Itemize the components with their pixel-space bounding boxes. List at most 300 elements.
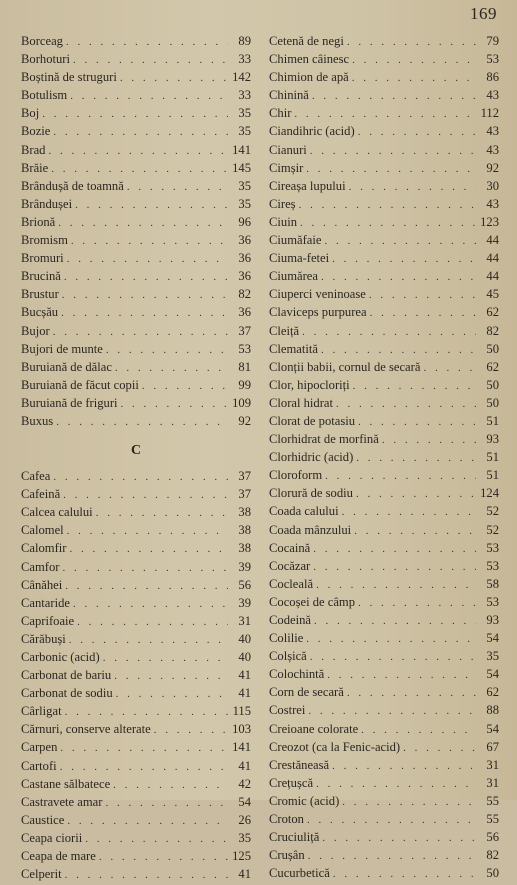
index-page-ref: 124 [480, 486, 499, 501]
index-page-ref: 38 [238, 523, 251, 538]
dot-leader [113, 779, 228, 791]
index-term: Carbonat de bariu [21, 668, 112, 683]
index-page-ref: 44 [486, 251, 499, 266]
dot-leader [312, 90, 476, 102]
dot-leader [53, 326, 228, 338]
dot-leader [332, 253, 476, 265]
dot-leader [347, 36, 476, 48]
index-page-ref: 35 [486, 649, 499, 664]
index-entry [269, 342, 499, 360]
dot-leader [306, 633, 476, 645]
index-term: Buruiană de dălac [21, 359, 112, 374]
index-page-ref: 41 [238, 867, 251, 882]
dot-leader [342, 796, 476, 808]
dot-leader [58, 217, 228, 229]
index-term: Brionă [21, 214, 56, 229]
dot-leader [127, 181, 228, 193]
index-entry [269, 450, 499, 468]
dot-leader [121, 398, 228, 410]
index-page-ref: 55 [486, 793, 499, 808]
index-term: Carbonic (acid) [21, 650, 100, 664]
index-term: Cantaride [21, 595, 70, 610]
index-page-ref: 96 [238, 214, 251, 229]
index-term: Crușân [269, 848, 305, 863]
index-page-ref: 50 [486, 377, 499, 392]
index-page-ref: 62 [486, 685, 499, 700]
index-page-ref: 92 [486, 160, 499, 175]
index-entry [21, 161, 251, 179]
dot-leader [154, 724, 228, 736]
dot-leader [67, 253, 228, 265]
index-entry [269, 324, 499, 342]
index-term: Bucșău [21, 305, 59, 320]
dot-leader [60, 761, 228, 773]
index-entry [269, 794, 499, 812]
index-term: Cianuri [269, 142, 307, 157]
index-page-ref: 39 [238, 559, 251, 574]
index-page-ref: 82 [486, 323, 499, 338]
index-entry [269, 631, 499, 649]
index-term: Buruiană de făcut copii [21, 377, 139, 392]
index-term: Clorhidrat de morfină [269, 432, 379, 447]
index-page-ref: 35 [238, 106, 251, 121]
index-entry [269, 414, 499, 432]
dot-leader [69, 634, 228, 646]
index-group-c [21, 469, 251, 885]
index-entry [269, 486, 499, 504]
index-page-ref: 31 [238, 613, 251, 628]
index-entry [21, 233, 251, 251]
index-page-ref: 109 [232, 395, 251, 410]
dot-leader [62, 289, 228, 301]
dot-leader [70, 90, 228, 102]
dot-leader [42, 108, 228, 120]
dot-leader [65, 706, 228, 718]
index-term: Ceapa de mare [21, 849, 96, 864]
index-entry [21, 251, 251, 269]
index-entry [21, 560, 251, 578]
index-entry [269, 360, 499, 378]
index-term: Brucină [21, 269, 61, 284]
index-page-ref: 79 [486, 34, 499, 48]
dot-leader [73, 54, 228, 66]
index-page-ref: 53 [238, 341, 251, 356]
index-term: Clonții babii, cornul de secară [269, 359, 421, 374]
index-entry [21, 215, 251, 233]
index-page-ref: 52 [486, 522, 499, 537]
index-term: Borhoturi [21, 52, 70, 67]
index-entry [269, 812, 499, 830]
dot-leader [65, 580, 228, 592]
index-term: Botulism [21, 88, 68, 103]
index-term: Brăie [21, 160, 49, 175]
index-term: Croton [269, 812, 304, 827]
index-entry [269, 70, 499, 88]
index-page-ref: 93 [486, 613, 499, 627]
dot-leader [71, 235, 228, 247]
index-page-ref: 36 [238, 251, 251, 266]
index-entry [269, 595, 499, 613]
dot-leader [308, 705, 476, 717]
dot-leader [313, 543, 476, 555]
index-entry [269, 758, 499, 776]
index-page-ref: 53 [486, 594, 499, 609]
index-entry [21, 487, 251, 505]
dot-leader [316, 579, 476, 591]
index-term: Ceapa ciorii [21, 830, 83, 845]
dot-leader [66, 36, 228, 48]
index-page-ref: 86 [486, 70, 499, 85]
index-entry [21, 668, 251, 686]
dot-leader [356, 488, 476, 500]
dot-leader [358, 126, 476, 138]
dot-leader [75, 199, 228, 211]
index-term: Clematită [269, 341, 318, 356]
index-term: Codeină [269, 613, 311, 627]
index-term: Cucurbetică [269, 866, 330, 881]
index-term: Calcea calului [21, 505, 93, 520]
index-page-ref: 89 [238, 34, 251, 48]
index-term: Caprifoaie [21, 613, 75, 628]
index-entry [269, 88, 499, 106]
index-page-ref: 44 [486, 233, 499, 248]
dot-leader [116, 688, 228, 700]
index-entry [21, 614, 251, 632]
index-page-ref: 37 [238, 469, 251, 484]
index-entry [21, 795, 251, 813]
index-entry [21, 813, 251, 831]
dot-leader [403, 742, 476, 754]
index-entry [269, 34, 499, 52]
index-entry [21, 342, 251, 360]
index-entry [21, 179, 251, 197]
dot-leader [321, 344, 476, 356]
dot-leader [67, 815, 228, 827]
index-term: Crețușcă [269, 775, 314, 790]
index-page-ref: 56 [486, 830, 499, 845]
index-page-ref: 54 [486, 667, 499, 682]
index-page-ref: 51 [486, 450, 499, 465]
index-term: Cireașa lupului [269, 178, 346, 193]
index-page-ref: 99 [238, 377, 251, 392]
index-page-ref: 36 [238, 305, 251, 320]
dot-leader [299, 199, 476, 211]
index-term: Clorură de sodiu [269, 486, 353, 501]
index-entry [21, 505, 251, 523]
index-page-ref: 82 [238, 287, 251, 302]
index-entry [21, 396, 251, 414]
dot-leader [308, 850, 476, 862]
index-term: Ciumăfaie [269, 233, 322, 248]
dot-leader [369, 289, 476, 301]
index-term: Caustice [21, 812, 65, 827]
index-term: Chir [269, 106, 292, 121]
index-page-ref: 30 [486, 178, 499, 193]
index-entry [269, 504, 499, 522]
index-entry [21, 124, 251, 142]
dot-leader [67, 525, 228, 537]
dot-leader [56, 416, 228, 428]
index-term: Borceag [21, 34, 63, 48]
index-group-b [21, 34, 251, 432]
index-entry [21, 70, 251, 88]
dot-leader [314, 615, 476, 627]
index-page-ref: 35 [238, 178, 251, 193]
index-term: Cânăhei [21, 577, 63, 592]
index-entry [21, 469, 251, 487]
index-page-ref: 53 [486, 52, 499, 67]
dot-leader [48, 145, 228, 157]
dot-leader [300, 217, 476, 229]
index-entry [269, 559, 499, 577]
dot-leader [316, 778, 476, 790]
index-page-ref: 123 [480, 214, 499, 229]
index-term: Clorhidric (acid) [269, 450, 354, 465]
index-page-ref: 145 [232, 160, 251, 175]
index-page-ref: 93 [486, 432, 499, 447]
dot-leader [356, 452, 476, 464]
index-term: Clor, hipocloriți [269, 377, 350, 392]
dot-leader [294, 108, 476, 120]
index-page-ref: 125 [232, 849, 251, 864]
index-page-ref: 31 [486, 757, 499, 772]
index-term: Cloroform [269, 468, 323, 483]
index-entry [21, 378, 251, 396]
index-term: Castane sălbatece [21, 776, 111, 791]
index-term: Cârligat [21, 704, 62, 719]
dot-leader [332, 760, 476, 772]
index-page-ref: 40 [238, 631, 251, 646]
index-entry [21, 759, 251, 777]
index-entry [269, 577, 499, 595]
index-term: Cărnuri, conserve alterate [21, 722, 151, 737]
index-term: Carbonat de sodiu [21, 686, 113, 701]
index-entry [21, 197, 251, 215]
index-page-ref: 54 [486, 631, 499, 646]
index-entry [21, 305, 251, 323]
index-column-right [269, 34, 499, 884]
index-page-ref: 37 [238, 323, 251, 338]
dot-leader [310, 145, 476, 157]
dot-leader [64, 271, 228, 283]
index-page-ref: 62 [486, 305, 499, 320]
index-entry [269, 667, 499, 685]
index-term: Cimșir [269, 160, 304, 175]
index-term: Brad [21, 142, 46, 157]
dot-leader [105, 797, 228, 809]
index-entry [269, 776, 499, 794]
index-entry [21, 269, 251, 287]
index-entry [21, 34, 251, 52]
index-term: Calomfir [21, 541, 67, 556]
index-term: Cafeină [21, 487, 61, 502]
index-term: Buxus [21, 413, 54, 428]
index-page-ref: 141 [232, 142, 251, 157]
dot-leader [51, 163, 228, 175]
index-page-ref: 50 [486, 866, 499, 881]
index-page-ref: 112 [480, 106, 499, 121]
index-term: Celperit [21, 867, 62, 882]
index-term: Claviceps purpurea [269, 305, 367, 320]
index-term: Colșică [269, 649, 307, 664]
index-entry [21, 360, 251, 378]
dot-leader [114, 670, 228, 682]
index-term: Ciumărea [269, 269, 318, 284]
index-term: Cafea [21, 469, 51, 484]
index-term: Ciuma-fetei [269, 251, 330, 266]
index-term: Creozot (ca la Fenic-acid) [269, 739, 401, 754]
index-term: Bujor [21, 323, 50, 338]
index-page-ref: 36 [238, 233, 251, 248]
index-term: Chimion de apă [269, 70, 349, 85]
dot-leader [142, 380, 228, 392]
index-entry [269, 124, 499, 142]
dot-leader [325, 470, 476, 482]
index-entry [21, 831, 251, 849]
index-page-ref: 41 [238, 686, 251, 701]
index-entry [269, 197, 499, 215]
index-entry [21, 704, 251, 722]
index-entry [269, 541, 499, 559]
index-page-ref: 50 [486, 395, 499, 410]
index-term: Ciandihric (acid) [269, 124, 355, 139]
dot-leader [115, 362, 228, 374]
dot-leader [352, 72, 476, 84]
dot-leader [347, 687, 476, 699]
index-entry [21, 143, 251, 161]
dot-leader [321, 271, 476, 283]
index-entry [269, 848, 499, 866]
index-term: Bozie [21, 124, 51, 139]
index-term: Bujori de munte [21, 341, 103, 356]
index-term: Carpen [21, 740, 58, 755]
index-entry [269, 830, 499, 848]
index-entry [269, 269, 499, 287]
index-page-ref: 43 [486, 196, 499, 211]
index-entry [269, 396, 499, 414]
index-term: Cleiță [269, 323, 300, 338]
dot-leader [77, 616, 228, 628]
index-page-ref: 43 [486, 124, 499, 139]
index-term: Coada mânzului [269, 522, 352, 537]
dot-leader [310, 651, 476, 663]
index-page-ref: 67 [486, 739, 499, 754]
index-term: Clorat de potasiu [269, 413, 356, 428]
index-term: Corn de secară [269, 685, 344, 700]
index-page-ref: 142 [232, 70, 251, 85]
dot-leader [302, 326, 476, 338]
index-page-ref: 39 [238, 595, 251, 610]
dot-leader [85, 833, 228, 845]
index-page-ref: 42 [238, 776, 251, 791]
page-number: 169 [470, 4, 497, 23]
dot-leader [354, 525, 476, 537]
index-entry [269, 215, 499, 233]
dot-leader [423, 362, 476, 374]
index-entry [21, 740, 251, 758]
index-page-ref: 51 [486, 413, 499, 428]
index-group-right [269, 34, 499, 884]
index-term: Chimen câinesc [269, 52, 350, 67]
index-term: Chinină [269, 88, 309, 103]
index-entry [21, 849, 251, 867]
index-page-ref: 31 [486, 775, 499, 790]
dot-leader [61, 307, 228, 319]
index-entry [269, 685, 499, 703]
section-heading-c: C [130, 443, 142, 459]
index-page-ref: 35 [238, 830, 251, 845]
index-entry [269, 52, 499, 70]
dot-leader [382, 434, 476, 446]
dot-leader [333, 868, 476, 880]
index-term: Brustur [21, 287, 59, 302]
index-entry [269, 649, 499, 667]
index-page-ref: 51 [486, 468, 499, 483]
index-page-ref: 44 [486, 269, 499, 284]
index-page-ref: 54 [486, 721, 499, 736]
dot-leader [358, 597, 476, 609]
index-page-ref: 103 [232, 722, 251, 737]
index-page-ref: 88 [486, 703, 499, 718]
index-page-ref: 55 [486, 812, 499, 827]
index-entry [269, 703, 499, 721]
index-term: Cireș [269, 196, 296, 211]
index-entry [269, 866, 499, 884]
dot-leader [69, 543, 228, 555]
index-page-ref: 92 [238, 413, 251, 428]
index-entry [21, 596, 251, 614]
dot-leader [336, 398, 476, 410]
index-entry [269, 432, 499, 450]
index-entry [269, 287, 499, 305]
index-term: Bromism [21, 233, 68, 248]
index-term: Cloral hidrat [269, 395, 334, 410]
dot-leader [358, 416, 476, 428]
dot-leader [313, 561, 476, 573]
index-term: Cărăbuși [21, 631, 66, 646]
index-entry [21, 523, 251, 541]
dot-leader [73, 598, 228, 610]
index-page-ref: 37 [238, 487, 251, 502]
index-page-ref: 33 [238, 52, 251, 67]
dot-leader [322, 832, 476, 844]
dot-leader [353, 380, 476, 392]
index-term: Camfor [21, 559, 60, 574]
index-page-ref: 50 [486, 341, 499, 356]
dot-leader [65, 869, 228, 881]
index-term: Boj [21, 106, 40, 121]
dot-leader [327, 669, 476, 681]
index-page-ref: 35 [238, 196, 251, 211]
index-entry [21, 686, 251, 704]
index-entry [21, 777, 251, 795]
dot-leader [352, 54, 476, 66]
index-column-left [21, 34, 251, 885]
index-entry [21, 578, 251, 596]
index-entry [21, 52, 251, 70]
dot-leader [96, 507, 228, 519]
index-page-ref: 53 [486, 540, 499, 555]
dot-leader [62, 562, 228, 574]
index-page-ref: 40 [238, 650, 251, 664]
index-page-ref: 41 [238, 668, 251, 683]
index-entry [21, 106, 251, 124]
index-term: Cocleală [269, 576, 314, 591]
index-term: Ciuperci veninoase [269, 287, 366, 302]
index-entry [21, 324, 251, 342]
index-page-ref: 58 [486, 576, 499, 591]
index-page-ref: 52 [486, 504, 499, 519]
